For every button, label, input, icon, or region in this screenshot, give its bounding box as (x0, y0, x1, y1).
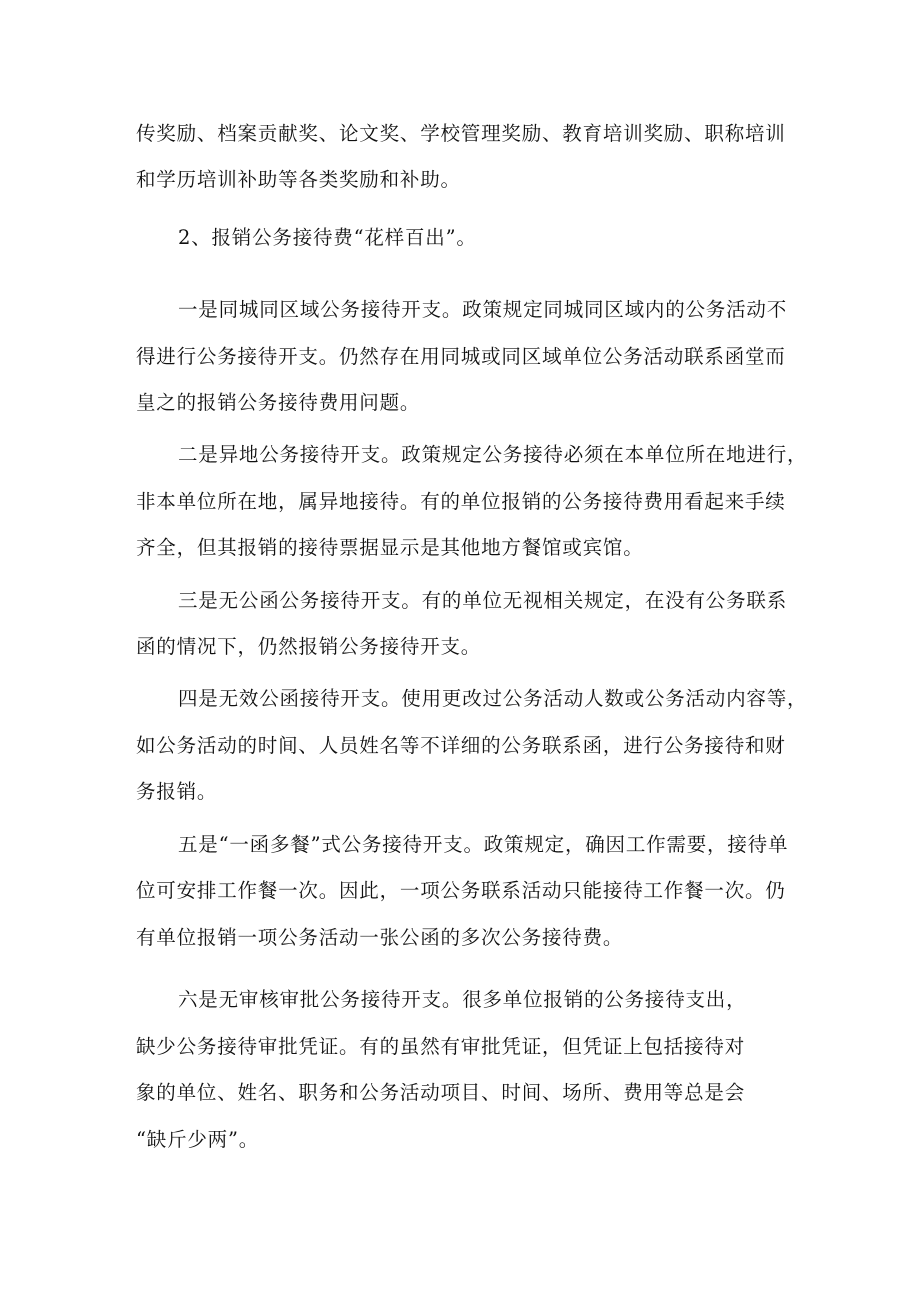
paragraph-line: “缺斤少两”。 (136, 1128, 260, 1151)
paragraph-line: 务报销。 (136, 780, 218, 803)
paragraph-line: 如公务活动的时间、人员姓名等不详细的公务联系函，进行公务接待和财 (136, 734, 786, 757)
paragraph-line: 传奖励、档案贡献奖、论文奖、学校管理奖励、教育培训奖励、职称培训 (136, 122, 786, 145)
paragraph-line: 和学历培训补助等各类奖励和补助。 (136, 168, 461, 191)
paragraph-line: 缺少公务接待审批凭证。有的虽然有审批凭证，但凭证上包括接待对 (136, 1035, 746, 1058)
paragraph-line: 非本单位所在地，属异地接待。有的单位报销的公务接待费用看起来手续 (136, 490, 786, 513)
paragraph-line: 三是无公函公务接待开支。有的单位无视相关规定，在没有公务联系 (178, 589, 788, 612)
paragraph-line: 六是无审核审批公务接待开支。很多单位报销的公务接待支出， (178, 988, 747, 1011)
paragraph-line: 四是无效公函接待开支。使用更改过公务活动人数或公务活动内容等， (178, 687, 808, 710)
paragraph-line: 五是“一函多餐”式公务接待开支。政策规定，确因工作需要，接待单 (178, 833, 789, 856)
paragraph-line: 齐全，但其报销的接待票据显示是其他地方餐馆或宾馆。 (136, 536, 644, 559)
paragraph-line: 一是同城同区域公务接待开支。政策规定同城同区域内的公务活动不 (178, 298, 788, 321)
paragraph-line: 得进行公务接待开支。仍然存在用同城或同区域单位公务活动联系函堂而 (136, 345, 786, 368)
paragraph-line: 二是异地公务接待开支。政策规定公务接待必须在本单位所在地进行， (178, 443, 808, 466)
paragraph-line: 有单位报销一项公务活动一张公函的多次公务接待费。 (136, 926, 624, 949)
paragraph-line: 函的情况下，仍然报销公务接待开支。 (136, 635, 482, 658)
section-heading: 2、报销公务接待费“花样百出”。 (178, 226, 477, 249)
paragraph-line: 象的单位、姓名、职务和公务活动项目、时间、场所、费用等总是会 (136, 1081, 746, 1104)
paragraph-line: 皇之的报销公务接待费用问题。 (136, 391, 421, 414)
paragraph-line: 位可安排工作餐一次。因此，一项公务联系活动只能接待工作餐一次。仍 (136, 879, 786, 902)
